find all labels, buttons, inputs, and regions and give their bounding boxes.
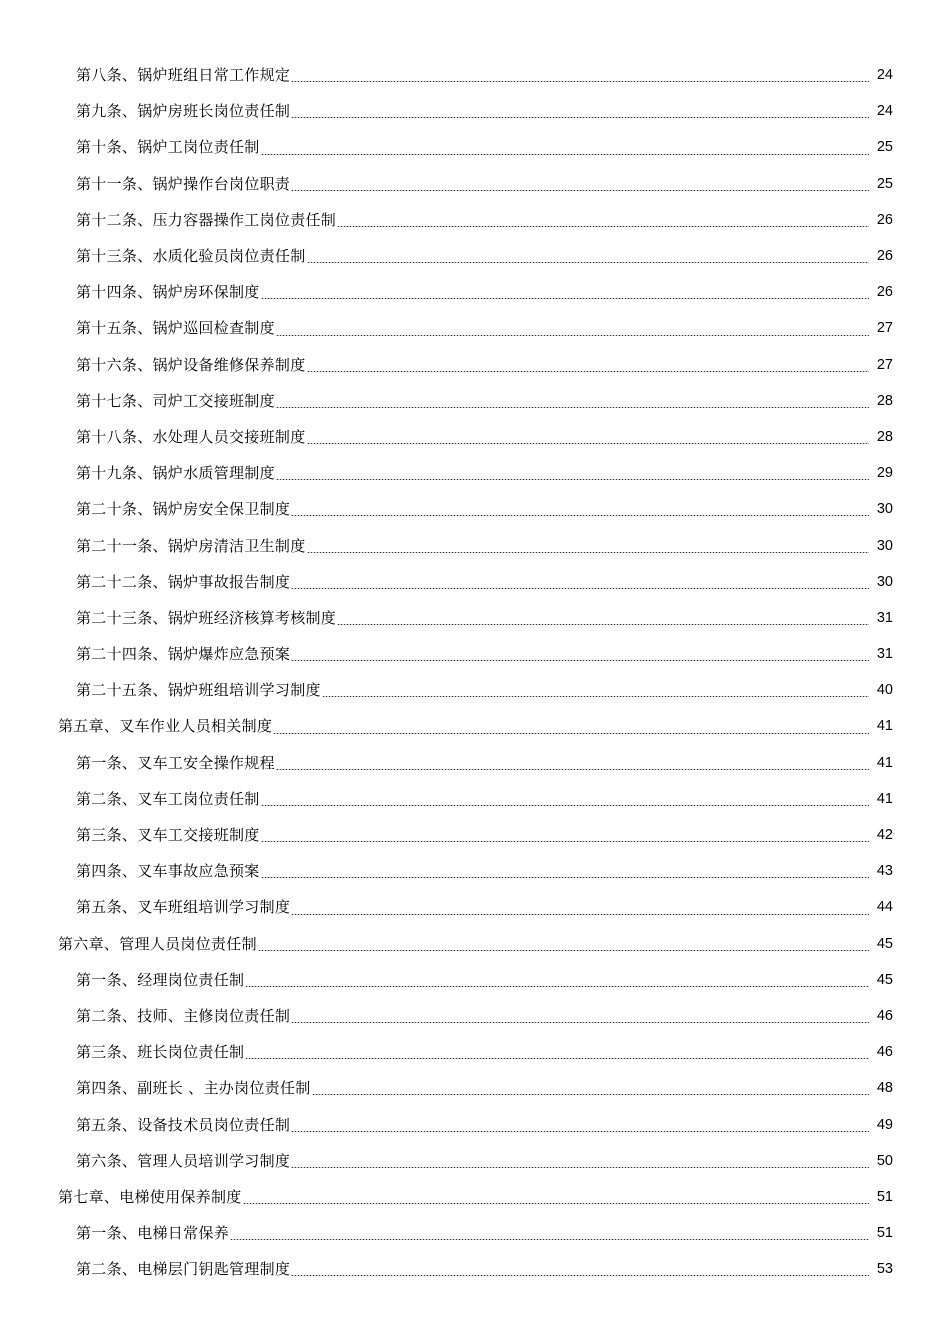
- toc-article-entry[interactable]: [0, 1034, 950, 1070]
- toc-entry-title: 第十二条、压力容器操作工岗位责任制: [76, 210, 337, 229]
- toc-chapter-entry[interactable]: [0, 926, 950, 962]
- toc-article-entry[interactable]: [0, 1215, 950, 1251]
- toc-page-number: 25: [876, 175, 893, 192]
- toc-article-entry[interactable]: [0, 745, 950, 781]
- toc-page-number: 49: [876, 1116, 893, 1133]
- toc-page-number: 26: [876, 284, 893, 301]
- toc-page-number: 48: [876, 1080, 893, 1097]
- toc-entry-title: 第四条、副班长 、主办岗位责任制: [76, 1079, 311, 1098]
- toc-entry-title: 第六章、管理人员岗位责任制: [58, 934, 257, 953]
- toc-dot-leader: [307, 443, 869, 444]
- toc-dot-leader: [243, 1203, 869, 1204]
- toc-entry-title: 第九条、锅炉房班长岗位责任制: [76, 102, 291, 121]
- toc-page-number: 27: [876, 320, 893, 337]
- toc-dot-leader: [276, 407, 869, 408]
- toc-entry-title: 第四条、叉车事故应急预案: [76, 862, 260, 881]
- toc-article-entry[interactable]: [0, 527, 950, 563]
- toc-entry-title: 第三条、叉车工交接班制度: [76, 826, 260, 845]
- toc-entry-title: 第一条、电梯日常保养: [76, 1224, 230, 1243]
- toc-page-number: 30: [876, 501, 893, 518]
- toc-article-entry[interactable]: [0, 1143, 950, 1179]
- toc-entry-title: 第十六条、锅炉设备维修保养制度: [76, 355, 306, 374]
- toc-page-number: 30: [876, 537, 893, 554]
- toc-page-number: 44: [876, 899, 893, 916]
- toc-entry-title: 第三条、班长岗位责任制: [76, 1043, 245, 1062]
- toc-dot-leader: [291, 660, 869, 661]
- toc-article-entry[interactable]: [0, 166, 950, 202]
- toc-chapter-entry[interactable]: [0, 1179, 950, 1215]
- toc-article-entry[interactable]: [0, 310, 950, 346]
- toc-dot-leader: [245, 986, 869, 987]
- toc-dot-leader: [261, 298, 869, 299]
- toc-dot-leader: [291, 1275, 869, 1276]
- toc-entry-title: 第一条、叉车工安全操作规程: [76, 753, 275, 772]
- toc-article-entry[interactable]: [0, 672, 950, 708]
- toc-article-entry[interactable]: [0, 419, 950, 455]
- toc-page-number: 51: [876, 1225, 893, 1242]
- toc-entry-title: 第七章、电梯使用保养制度: [58, 1187, 242, 1206]
- toc-article-entry[interactable]: [0, 238, 950, 274]
- toc-page-number: 41: [876, 790, 893, 807]
- toc-dot-leader: [261, 805, 869, 806]
- toc-entry-title: 第十三条、水质化验员岗位责任制: [76, 247, 306, 266]
- toc-page-number: 43: [876, 863, 893, 880]
- toc-article-entry[interactable]: [0, 1106, 950, 1142]
- toc-entry-title: 第二十二条、锅炉事故报告制度: [76, 572, 291, 591]
- toc-entry-title: 第八条、锅炉班组日常工作规定: [76, 66, 291, 85]
- toc-article-entry[interactable]: [0, 636, 950, 672]
- toc-article-entry[interactable]: [0, 817, 950, 853]
- toc-page-number: 27: [876, 356, 893, 373]
- toc-entry-title: 第十四条、锅炉房环保制度: [76, 283, 260, 302]
- toc-page-number: 45: [876, 971, 893, 988]
- toc-page-number: 26: [876, 211, 893, 228]
- toc-dot-leader: [276, 335, 869, 336]
- toc-dot-leader: [261, 154, 869, 155]
- toc-entry-title: 第五章、叉车作业人员相关制度: [58, 717, 273, 736]
- toc-page-number: 31: [876, 646, 893, 663]
- toc-entry-title: 第二条、技师、主修岗位责任制: [76, 1006, 291, 1025]
- toc-article-entry[interactable]: [0, 57, 950, 93]
- toc-dot-leader: [322, 696, 869, 697]
- toc-dot-leader: [291, 1022, 869, 1023]
- toc-entry-title: 第一条、经理岗位责任制: [76, 970, 245, 989]
- toc-article-entry[interactable]: [0, 274, 950, 310]
- toc-page-number: 53: [876, 1261, 893, 1278]
- toc-page-number: 51: [876, 1188, 893, 1205]
- toc-dot-leader: [307, 371, 869, 372]
- toc-entry-title: 第六条、管理人员培训学习制度: [76, 1151, 291, 1170]
- toc-entry-title: 第十条、锅炉工岗位责任制: [76, 138, 260, 157]
- toc-dot-leader: [337, 624, 869, 625]
- toc-entry-title: 第五条、叉车班组培训学习制度: [76, 898, 291, 917]
- toc-dot-leader: [291, 515, 869, 516]
- toc-article-entry[interactable]: [0, 998, 950, 1034]
- toc-dot-leader: [261, 841, 869, 842]
- toc-dot-leader: [312, 1094, 869, 1095]
- toc-article-entry[interactable]: [0, 853, 950, 889]
- toc-article-entry[interactable]: [0, 455, 950, 491]
- toc-article-entry[interactable]: [0, 129, 950, 165]
- toc-entry-title: 第五条、设备技术员岗位责任制: [76, 1115, 291, 1134]
- toc-page-number: 41: [876, 754, 893, 771]
- toc-entry-title: 第二十条、锅炉房安全保卫制度: [76, 500, 291, 519]
- toc-article-entry[interactable]: [0, 491, 950, 527]
- toc-page-number: 45: [876, 935, 893, 952]
- toc-page-number: 25: [876, 139, 893, 156]
- toc-dot-leader: [258, 950, 869, 951]
- toc-dot-leader: [291, 1167, 869, 1168]
- toc-dot-leader: [337, 226, 869, 227]
- toc-dot-leader: [245, 1058, 869, 1059]
- toc-article-entry[interactable]: [0, 962, 950, 998]
- toc-entry-title: 第十一条、锅炉操作台岗位职责: [76, 174, 291, 193]
- toc-article-entry[interactable]: [0, 93, 950, 129]
- toc-dot-leader: [291, 588, 869, 589]
- toc-entry-title: 第十八条、水处理人员交接班制度: [76, 427, 306, 446]
- toc-page-number: 24: [876, 67, 893, 84]
- toc-page-number: 40: [876, 682, 893, 699]
- toc-article-entry[interactable]: [0, 564, 950, 600]
- toc-page-number: 30: [876, 573, 893, 590]
- toc-dot-leader: [307, 262, 869, 263]
- toc-entry-title: 第二十三条、锅炉班经济核算考核制度: [76, 608, 337, 627]
- toc-dot-leader: [276, 479, 869, 480]
- toc-page-number: 24: [876, 103, 893, 120]
- toc-page-number: 50: [876, 1152, 893, 1169]
- toc-page-number: 46: [876, 1044, 893, 1061]
- toc-entry-title: 第二条、叉车工岗位责任制: [76, 789, 260, 808]
- toc-dot-leader: [276, 769, 869, 770]
- toc-entry-title: 第二十五条、锅炉班组培训学习制度: [76, 681, 321, 700]
- toc-dot-leader: [230, 1239, 869, 1240]
- toc-page-number: 42: [876, 827, 893, 844]
- toc-entry-title: 第二十四条、锅炉爆炸应急预案: [76, 645, 291, 664]
- toc-article-entry[interactable]: [0, 383, 950, 419]
- toc-dot-leader: [291, 914, 869, 915]
- toc-entry-title: 第十五条、锅炉巡回检查制度: [76, 319, 275, 338]
- toc-article-entry[interactable]: [0, 889, 950, 925]
- toc-entry-title: 第十七条、司炉工交接班制度: [76, 391, 275, 410]
- toc-article-entry[interactable]: [0, 347, 950, 383]
- toc-entry-title: 第二条、电梯层门钥匙管理制度: [76, 1260, 291, 1279]
- toc-dot-leader: [261, 877, 869, 878]
- toc-page-number: 28: [876, 392, 893, 409]
- toc-chapter-entry[interactable]: [0, 708, 950, 744]
- toc-article-entry[interactable]: [0, 600, 950, 636]
- toc-page-number: 26: [876, 248, 893, 265]
- toc-article-entry[interactable]: [0, 1070, 950, 1106]
- toc-dot-leader: [307, 552, 869, 553]
- toc-dot-leader: [291, 81, 869, 82]
- toc-entry-title: 第二十一条、锅炉房清洁卫生制度: [76, 536, 306, 555]
- toc-page-number: 41: [876, 718, 893, 735]
- toc-page-number: 29: [876, 465, 893, 482]
- toc-dot-leader: [291, 117, 869, 118]
- toc-article-entry[interactable]: [0, 1251, 950, 1287]
- toc-article-entry[interactable]: [0, 781, 950, 817]
- toc-page-number: 46: [876, 1007, 893, 1024]
- toc-dot-leader: [273, 733, 869, 734]
- table-of-contents: [0, 57, 950, 1287]
- toc-dot-leader: [291, 1131, 869, 1132]
- toc-entry-title: 第十九条、锅炉水质管理制度: [76, 464, 275, 483]
- toc-dot-leader: [291, 190, 869, 191]
- toc-article-entry[interactable]: [0, 202, 950, 238]
- toc-page-number: 28: [876, 428, 893, 445]
- toc-page-number: 31: [876, 609, 893, 626]
